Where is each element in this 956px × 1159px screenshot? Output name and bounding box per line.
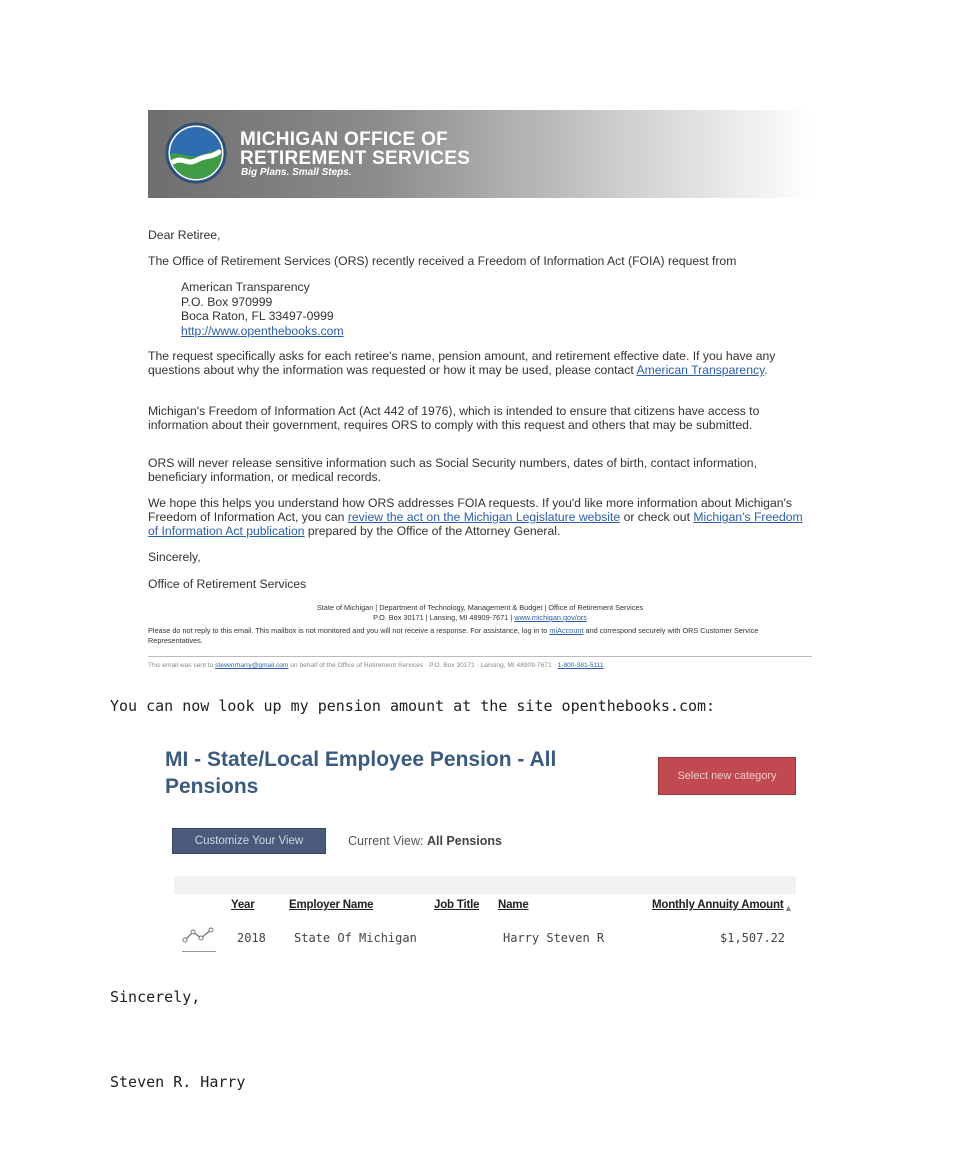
footer-address-line: P.O. Box 30171 | Lansing, MI 48909-7671 | www.michigan.gov/ors — [373, 613, 587, 622]
miaccount-link[interactable]: miAccount — [549, 626, 584, 635]
col-job-title[interactable]: Job Title — [434, 899, 480, 911]
select-category-button[interactable]: Select new category — [658, 757, 796, 795]
email-banner — [148, 110, 812, 198]
brand-title: MICHIGAN OFFICE OF RETIREMENT SERVICES — [240, 129, 471, 169]
ors-website-link[interactable]: www.michigan.gov/ors — [514, 613, 587, 622]
privacy-paragraph: ORS will never release sensitive information such as Social Security numbers, dates of birth, contact information, beneficiary information, or medical records. — [148, 456, 757, 484]
current-view-value: All Pensions — [426, 834, 502, 848]
ors-logo-icon — [165, 122, 227, 184]
table-toolbar — [174, 876, 796, 894]
foia-publication-link[interactable]: Michigan's Freedom of Information Act publication — [148, 510, 803, 538]
openthebooks-link[interactable]: http://www.openthebooks.com — [181, 323, 344, 338]
requester-address — [181, 280, 344, 338]
customize-view-button[interactable]: Customize Your View — [172, 828, 326, 854]
cell-name: Harry Steven R — [503, 931, 605, 945]
closing: Sincerely, — [110, 988, 201, 1006]
address-line: P.O. Box 970999 — [181, 294, 273, 309]
signature: Steven R. Harry — [110, 1073, 246, 1091]
foia-act-paragraph: Michigan's Freedom of Information Act (Act 442 of 1976), which is intended to ensure that citizens have access to information about their government, requires ORS to comply with this request and others that may be submitted. — [148, 404, 760, 432]
email-footer — [148, 603, 812, 646]
legislature-link[interactable]: review the act on the Michigan Legislature website — [347, 510, 621, 524]
cell-employer: State Of Michigan — [294, 931, 417, 945]
col-name[interactable]: Name — [498, 899, 529, 911]
sort-ascending-icon[interactable]: ▲ — [784, 903, 793, 913]
american-transparency-link[interactable]: American Transparency — [636, 363, 765, 377]
icon-underline — [182, 951, 216, 952]
col-employer[interactable]: Employer Name — [289, 899, 374, 911]
footer-sent-to: This email was sent to stevenrharry@gmail.com on behalf of the Office of Retirement Services · P.O. Box 30171 · Lansing, MI 48909-7671 · 1-800-381-5111 — [148, 662, 604, 669]
address-line: Boca Raton, FL 33497-0999 — [181, 309, 334, 323]
lookup-sentence: You can now look up my pension amount at the site openthebooks.com: — [110, 697, 716, 715]
footer-divider — [148, 656, 812, 657]
cell-year: 2018 — [237, 931, 266, 945]
footer-notice: Please do not reply to this email. This mailbox is not monitored and you will not receive a response. For assistance, log in to miAccount and correspond securely with ORS Customer Service Representatives. — [148, 626, 759, 645]
openthebooks-screenshot — [160, 740, 810, 962]
email-signoff: Office of Retirement Services — [148, 577, 307, 591]
recipient-email-link[interactable]: stevenrharry@gmail.com — [215, 662, 289, 669]
col-amount[interactable]: Monthly Annuity Amount — [652, 899, 784, 911]
greeting: Dear Retiree, — [148, 228, 221, 242]
cell-amount: $1,507.22 — [720, 931, 786, 945]
intro-paragraph: The Office of Retirement Services (ORS) recently received a Freedom of Information Act (FOIA) request from — [148, 254, 737, 268]
current-view: Current View: All Pensions — [348, 834, 502, 848]
request-paragraph: The request specifically asks for each retiree's name, pension amount, and retirement effective date. If you have any questions about why the information was requested or how it may be used, please contact American Transparency. — [148, 349, 776, 377]
col-year[interactable]: Year — [231, 899, 255, 911]
address-line: American Transparency — [181, 280, 310, 294]
page-title: MI - State/Local Employee Pension - All Pensions — [165, 748, 557, 798]
brand-tagline: Big Plans. Small Steps. — [241, 167, 352, 178]
ors-email — [148, 110, 812, 680]
footer-org-line: State of Michigan | Department of Technology, Management & Budget | Office of Retirement Services — [316, 603, 644, 612]
phone-link[interactable]: 1-800-381-5111 — [557, 662, 604, 669]
more-info-paragraph: We hope this helps you understand how ORS addresses FOIA requests. If you'd like more information about Michigan's Freedom of Information Act, you can review the act on the Michigan Legislature website or check out Michigan's Freedom of Information Act publication prepared by the Office of the Attorney General. — [148, 496, 803, 538]
email-sincerely: Sincerely, — [148, 550, 201, 564]
trend-chart-icon[interactable] — [182, 926, 216, 944]
